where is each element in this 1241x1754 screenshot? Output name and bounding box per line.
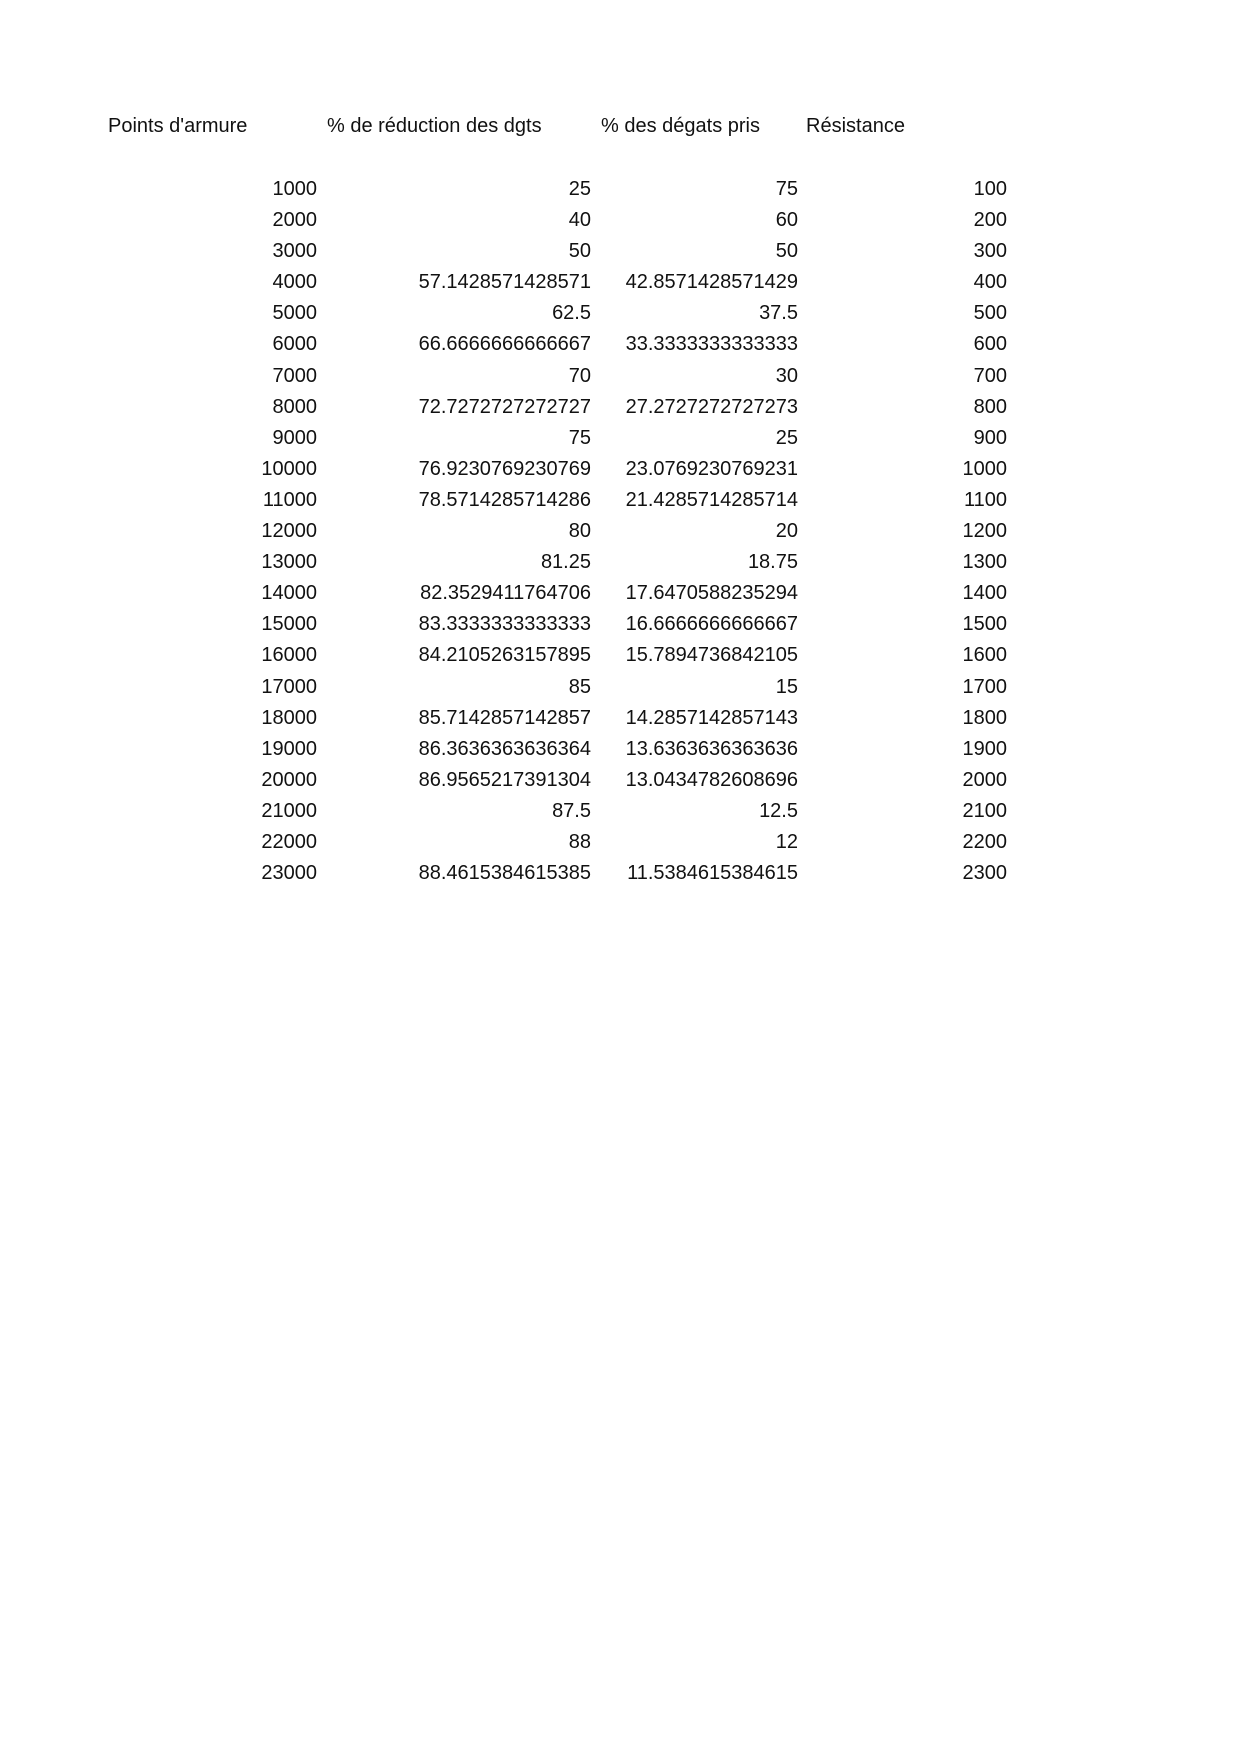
damage-reduction-cell: 82.3529411764706 bbox=[420, 582, 591, 605]
header-armor-points: Points d'armure bbox=[108, 115, 248, 137]
table-row bbox=[0, 672, 1241, 703]
armor-points-cell: 3000 bbox=[272, 240, 317, 263]
damage-taken-cell: 42.8571428571429 bbox=[625, 271, 798, 294]
damage-reduction-cell: 40 bbox=[568, 209, 591, 232]
resistance-cell: 1500 bbox=[962, 613, 1007, 636]
damage-reduction-cell: 72.7272727272727 bbox=[418, 395, 591, 418]
table-row bbox=[0, 236, 1241, 267]
armor-points-cell: 1000 bbox=[272, 178, 317, 200]
damage-reduction-cell: 25 bbox=[568, 178, 591, 200]
armor-points-cell: 20000 bbox=[261, 768, 317, 791]
resistance-cell: 1100 bbox=[963, 488, 1007, 511]
resistance-cell: 2300 bbox=[962, 862, 1007, 885]
resistance-cell: 2000 bbox=[962, 768, 1007, 791]
resistance-cell: 1900 bbox=[962, 737, 1007, 760]
table-row bbox=[0, 423, 1241, 454]
resistance-cell: 400 bbox=[973, 271, 1007, 294]
armor-points-cell: 22000 bbox=[261, 830, 317, 853]
damage-reduction-cell: 70 bbox=[568, 364, 591, 387]
armor-points-cell: 21000 bbox=[261, 799, 317, 822]
resistance-cell: 600 bbox=[973, 333, 1007, 356]
table-row bbox=[0, 734, 1241, 765]
resistance-cell: 1700 bbox=[962, 675, 1007, 698]
damage-reduction-cell: 66.6666666666667 bbox=[418, 333, 591, 356]
damage-taken-cell: 37.5 bbox=[759, 302, 798, 325]
damage-taken-cell: 27.2727272727273 bbox=[625, 395, 798, 418]
damage-reduction-cell: 88.4615384615385 bbox=[418, 862, 591, 885]
damage-reduction-cell: 57.1428571428571 bbox=[418, 271, 591, 294]
table-row bbox=[0, 765, 1241, 796]
table-row bbox=[0, 485, 1241, 516]
damage-reduction-cell: 50 bbox=[568, 240, 591, 263]
damage-taken-cell: 18.75 bbox=[747, 551, 798, 574]
damage-reduction-cell: 76.9230769230769 bbox=[418, 457, 591, 480]
resistance-cell: 500 bbox=[973, 302, 1007, 325]
table-row bbox=[0, 827, 1241, 858]
data-table bbox=[0, 174, 1241, 889]
table-row bbox=[0, 298, 1241, 329]
resistance-cell: 1400 bbox=[962, 582, 1007, 605]
resistance-cell: 1200 bbox=[962, 520, 1007, 543]
table-row bbox=[0, 329, 1241, 360]
armor-points-cell: 23000 bbox=[261, 862, 317, 885]
armor-points-cell: 19000 bbox=[261, 737, 317, 760]
table-row bbox=[0, 516, 1241, 547]
damage-taken-cell: 11.5384615384615 bbox=[627, 862, 798, 885]
header-resistance: Résistance bbox=[806, 115, 905, 137]
damage-reduction-cell: 62.5 bbox=[552, 302, 591, 325]
resistance-cell: 1800 bbox=[962, 706, 1007, 729]
damage-reduction-cell: 81.25 bbox=[540, 551, 591, 574]
armor-points-cell: 18000 bbox=[261, 706, 317, 729]
table-row bbox=[0, 858, 1241, 889]
armor-points-cell: 13000 bbox=[261, 551, 317, 574]
armor-points-cell: 12000 bbox=[261, 520, 317, 543]
resistance-cell: 200 bbox=[973, 209, 1007, 232]
damage-taken-cell: 13.0434782608696 bbox=[625, 768, 798, 791]
resistance-cell: 1300 bbox=[962, 551, 1007, 574]
resistance-cell: 300 bbox=[973, 240, 1007, 263]
table-row bbox=[0, 361, 1241, 392]
damage-taken-cell: 12.5 bbox=[759, 799, 798, 822]
damage-taken-cell: 33.3333333333333 bbox=[625, 333, 798, 356]
damage-taken-cell: 23.0769230769231 bbox=[625, 457, 798, 480]
table-row bbox=[0, 796, 1241, 827]
table-row bbox=[0, 703, 1241, 734]
table-row bbox=[0, 267, 1241, 298]
damage-reduction-cell: 78.5714285714286 bbox=[418, 488, 591, 511]
damage-taken-cell: 50 bbox=[775, 240, 798, 263]
armor-points-cell: 10000 bbox=[261, 457, 317, 480]
damage-reduction-cell: 86.3636363636364 bbox=[418, 737, 591, 760]
damage-taken-cell: 13.6363636363636 bbox=[625, 737, 798, 760]
damage-taken-cell: 12 bbox=[775, 830, 798, 853]
table-row bbox=[0, 578, 1241, 609]
damage-taken-cell: 60 bbox=[775, 209, 798, 232]
damage-taken-cell: 17.6470588235294 bbox=[625, 582, 798, 605]
resistance-cell: 900 bbox=[973, 426, 1007, 449]
armor-points-cell: 16000 bbox=[261, 644, 317, 667]
armor-points-cell: 11000 bbox=[262, 488, 317, 511]
armor-points-cell: 8000 bbox=[272, 395, 317, 418]
armor-points-cell: 2000 bbox=[272, 209, 317, 232]
table-row bbox=[0, 392, 1241, 423]
table-row bbox=[0, 454, 1241, 485]
damage-taken-cell: 15 bbox=[775, 675, 798, 698]
armor-points-cell: 9000 bbox=[272, 426, 317, 449]
damage-taken-cell: 75 bbox=[775, 178, 798, 200]
damage-reduction-cell: 84.2105263157895 bbox=[418, 644, 591, 667]
header-damage-reduction: % de réduction des dgts bbox=[327, 115, 542, 137]
armor-points-cell: 17000 bbox=[261, 675, 317, 698]
damage-reduction-cell: 83.3333333333333 bbox=[418, 613, 591, 636]
resistance-cell: 1600 bbox=[962, 644, 1007, 667]
armor-points-cell: 5000 bbox=[272, 302, 317, 325]
damage-reduction-cell: 85.7142857142857 bbox=[418, 706, 591, 729]
armor-points-cell: 6000 bbox=[272, 333, 317, 356]
damage-reduction-cell: 86.9565217391304 bbox=[418, 768, 591, 791]
resistance-cell: 100 bbox=[973, 178, 1007, 200]
resistance-cell: 2200 bbox=[962, 830, 1007, 853]
table-row bbox=[0, 174, 1241, 205]
damage-taken-cell: 14.2857142857143 bbox=[625, 706, 798, 729]
resistance-cell: 1000 bbox=[962, 457, 1007, 480]
table-row bbox=[0, 640, 1241, 671]
armor-points-cell: 15000 bbox=[261, 613, 317, 636]
armor-points-cell: 7000 bbox=[272, 364, 317, 387]
damage-reduction-cell: 75 bbox=[568, 426, 591, 449]
table-row bbox=[0, 205, 1241, 236]
armor-points-cell: 14000 bbox=[261, 582, 317, 605]
damage-reduction-cell: 80 bbox=[568, 520, 591, 543]
table-row bbox=[0, 609, 1241, 640]
resistance-cell: 800 bbox=[973, 395, 1007, 418]
damage-taken-cell: 15.7894736842105 bbox=[625, 644, 798, 667]
damage-reduction-cell: 87.5 bbox=[552, 799, 591, 822]
table-row bbox=[0, 547, 1241, 578]
damage-taken-cell: 25 bbox=[775, 426, 798, 449]
damage-taken-cell: 21.4285714285714 bbox=[625, 488, 798, 511]
damage-reduction-cell: 85 bbox=[568, 675, 591, 698]
damage-taken-cell: 20 bbox=[775, 520, 798, 543]
armor-points-cell: 4000 bbox=[272, 271, 317, 294]
damage-taken-cell: 16.6666666666667 bbox=[625, 613, 798, 636]
damage-reduction-cell: 88 bbox=[568, 830, 591, 853]
header-damage-taken: % des dégats pris bbox=[601, 115, 760, 137]
damage-taken-cell: 30 bbox=[775, 364, 798, 387]
resistance-cell: 700 bbox=[973, 364, 1007, 387]
resistance-cell: 2100 bbox=[962, 799, 1007, 822]
